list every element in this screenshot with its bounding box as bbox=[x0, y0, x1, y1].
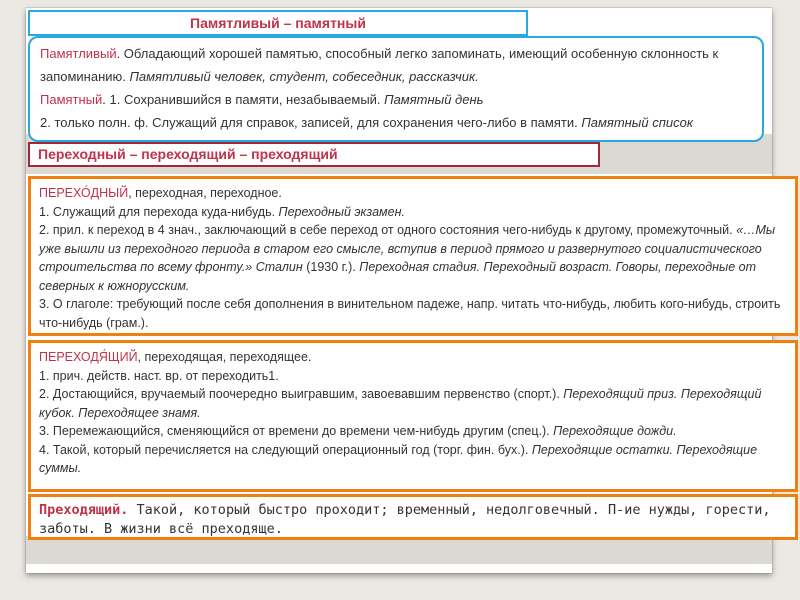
pamyatny-entry bbox=[40, 88, 762, 111]
pamyatny-sense2 bbox=[40, 111, 762, 134]
example-text: Памятный список bbox=[581, 115, 693, 130]
definition-text: . 1. Сохранившийся в памяти, незабываемый. bbox=[102, 92, 385, 107]
source-text: (1930 г.). bbox=[306, 260, 356, 274]
headword-perehodyashchy: ПЕРЕХОДЯ́ЩИЙ bbox=[39, 350, 138, 364]
sense-text: 2. Достающийся, вручаемый поочередно выигравшим, завоевавшим первенство (спорт.). bbox=[39, 387, 564, 401]
example-text: Переходный экзамен. bbox=[278, 204, 405, 219]
term-prehodyashchy: Преходящий. bbox=[39, 502, 129, 518]
definition-text: 2. только полн. ф. Служащий для справок, записей, для сохранения чего-либо в памяти. bbox=[40, 115, 582, 130]
forms-text: , переходная, переходное. bbox=[128, 186, 282, 200]
box-perehodyashchy bbox=[28, 340, 798, 492]
term-pamyatny: Памятный bbox=[40, 92, 103, 107]
sense-text: 2. прил. к переход в 4 знач., заключающий в себе переход от одного состояния чего-нибудь к другому, промежуточный. bbox=[39, 223, 737, 237]
headword-perehodny: ПЕРЕХО́ДНЫЙ bbox=[39, 186, 129, 200]
background-band bbox=[26, 536, 772, 564]
definition-text: Такой, который быстро проходит; временный, недолговечный. П-ие нужды, горести, заботы. В жизни всё преходяще. bbox=[39, 502, 771, 537]
title-pamyatlivy-pamyatny: Памятливый – памятный bbox=[28, 10, 528, 36]
pamyatlivy-entry bbox=[40, 42, 762, 88]
example-text: «…Мы уже вышли из переходного периода в старом его смысле, вступив в период прямого и развернутого социалистического строительства по всему фронту.» Сталин bbox=[39, 223, 776, 274]
example-text: Переходящий приз. Переходящий кубок. Переходящее знамя. bbox=[39, 387, 762, 420]
sense-text: 4. Такой, который перечисляется на следующий операционный год (торг. фин. бух.). bbox=[39, 442, 532, 457]
forms-text: , переходящая, переходящее. bbox=[137, 350, 312, 364]
term-pamyatlivy: Памятливый bbox=[40, 46, 117, 61]
box-perehodny bbox=[28, 176, 798, 336]
definition-text: . Обладающий хорошей памятью, способный легко запоминать, имеющий особенную склонность к запоминанию. bbox=[40, 46, 719, 84]
sense-text: 1. Служащий для перехода куда-нибудь. bbox=[39, 204, 279, 219]
example-text: Переходящие остатки. Переходящие суммы. bbox=[39, 442, 758, 475]
example-text: Памятливый человек, студент, собеседник, рассказчик. bbox=[129, 69, 479, 84]
box-prehodyashchy bbox=[28, 494, 798, 540]
example-text: Памятный день bbox=[384, 92, 484, 107]
example-text: Переходящие дожди. bbox=[553, 424, 677, 438]
sense-text: 3. О глаголе: требующий после себя дополнения в винительном падеже, напр. читать что-нибудь, любить кого-нибудь, строить что-нибудь (грам.). bbox=[39, 297, 781, 330]
example-text: Переходная стадия. Переходный возраст. Говоры, переходные от северных к южнорусским. bbox=[39, 260, 756, 293]
sense-text: 1. прич. действ. наст. вр. от переходить1. bbox=[39, 368, 279, 383]
sense-text: 3. Перемежающийся, сменяющийся от времени до времени чем-нибудь другим (спец.). bbox=[39, 424, 554, 438]
title-perehodny: Переходный – переходящий – преходящий bbox=[28, 142, 600, 167]
box-pamyatlivy-pamyatny bbox=[28, 36, 764, 142]
